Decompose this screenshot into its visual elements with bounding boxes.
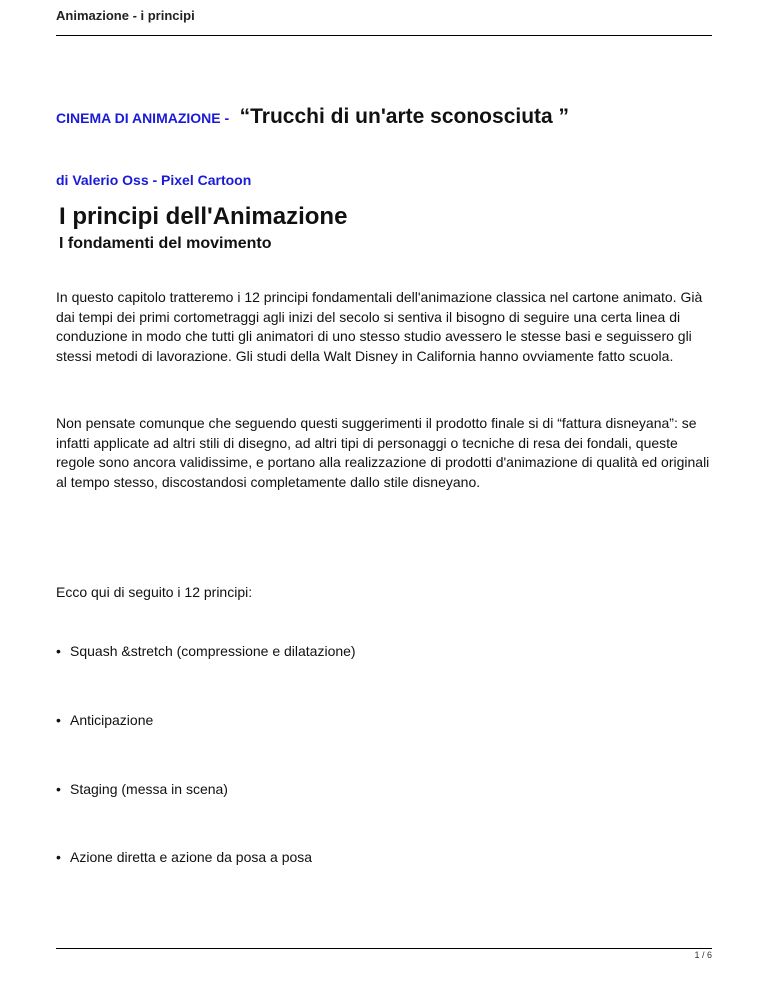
bullet-icon: • [56, 643, 61, 659]
kicker-row [56, 105, 569, 129]
running-header: Animazione - i principi [56, 8, 195, 23]
list-item [56, 643, 356, 659]
section-kicker: CINEMA DI ANIMAZIONE - [56, 110, 230, 126]
list-item-text: Staging (messa in scena) [70, 781, 228, 797]
article-headline: “Trucchi di un'arte sconosciuta ” [239, 105, 570, 128]
paragraph-style-note: Non pensate comunque che seguendo questi suggerimenti il prodotto finale si di “fattura disneyana”: se infatti applicate ad altri stili di disegno, ad altri tipi di personaggi o tecniche di resa dei fondali, queste regole sono ancora validissime, e portano alla realizzazione di prodotti d'animazione di qualità ed originali al tempo stesso, discostandosi completamente dallo stile disneyano. [56, 415, 710, 490]
page-number: 1 / 6 [694, 950, 712, 960]
header-rule [56, 35, 712, 36]
list-item [56, 849, 312, 865]
bullet-icon: • [56, 849, 61, 865]
list-item [56, 781, 228, 797]
author-byline: di Valerio Oss - Pixel Cartoon [56, 172, 252, 188]
page-subtitle: I fondamenti del movimento [59, 235, 272, 252]
bullet-icon: • [56, 781, 61, 797]
paragraph-list-intro: Ecco qui di seguito i 12 principi: [56, 584, 253, 600]
bullet-icon: • [56, 712, 61, 728]
footer-rule [56, 948, 712, 949]
paragraph-intro: In questo capitolo tratteremo i 12 principi fondamentali dell'animazione classica nel cartone animato. Già dai tempi dei primi cortometraggi agli inizi del secolo si sentiva il bisogno di seguire una certa linea di conduzione in modo che tutti gli animatori di uno stesso studio avessero le stesse basi e seguissero gli stessi metodi di lavorazione. Gli studi della Walt Disney in California hanno ovviamente fatto scuola. [56, 289, 703, 364]
list-item-text: Squash &stretch (compressione e dilatazione) [70, 643, 356, 659]
page-title: I principi dell'Animazione [59, 203, 348, 230]
list-item [56, 712, 153, 728]
list-item-text: Azione diretta e azione da posa a posa [70, 849, 313, 865]
list-item-text: Anticipazione [70, 712, 154, 728]
